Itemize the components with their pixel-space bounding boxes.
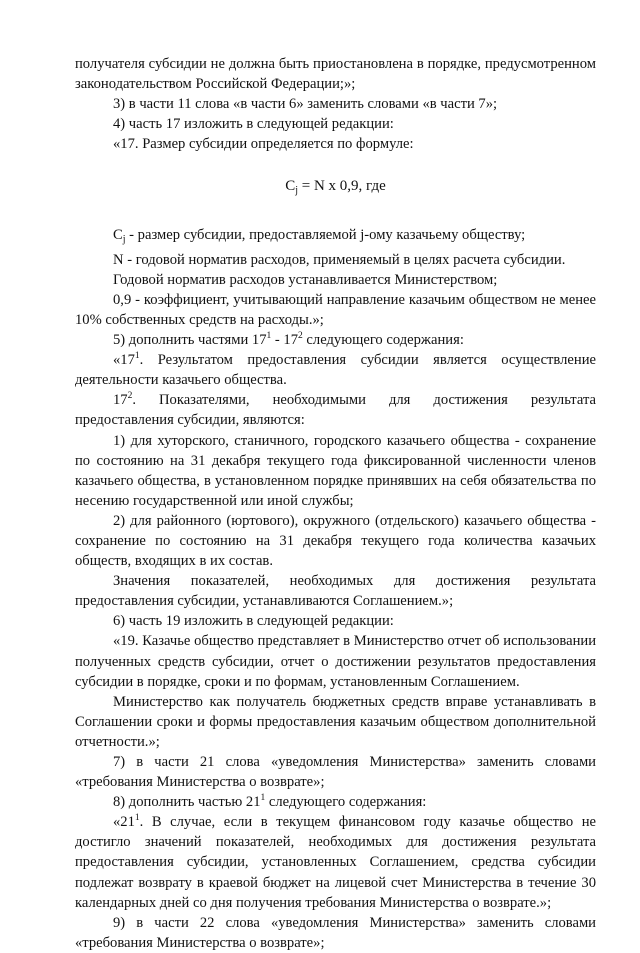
formula-subscript: j bbox=[295, 185, 299, 197]
paragraph: получателя субсидии не должна быть приостановлена в порядке, предусмотренном законодательством Российской Федерации;»; bbox=[75, 56, 596, 93]
superscript: 2 bbox=[298, 331, 303, 342]
paragraph-text: . Показателями, необходимыми для достижения результата предоставления субсидии, являются: bbox=[75, 392, 596, 429]
paragraph-text: - размер субсидии, предоставляемой j-ому казачьему обществу; bbox=[125, 226, 526, 243]
superscript: 1 bbox=[134, 351, 140, 362]
paragraph-text: следующего содержания: bbox=[265, 794, 427, 811]
superscript: 1 bbox=[134, 813, 140, 824]
paragraph bbox=[75, 225, 596, 250]
paragraph: 6) часть 19 изложить в следующей редакции: bbox=[113, 613, 394, 630]
paragraph-text: . В случае, если в текущем финансовом году казачье общество не достигло значений показателей, необходимых для достижения результата предоставления субсидии, установленных Соглашением, средства субсидии подлежат возврату в краевой бюджет на лицевой счет Министерства в течение 30 календарных дней со дня получения требования Министерства о возврате.»; bbox=[75, 814, 596, 911]
paragraph: Годовой норматив расходов устанавливается Министерством; bbox=[113, 271, 498, 288]
paragraph-text: «17 bbox=[113, 352, 135, 369]
paragraph: Значения показателей, необходимых для достижения результата предоставления субсидии, устанавливаются Соглашением.»; bbox=[75, 573, 596, 610]
paragraph bbox=[75, 792, 596, 812]
paragraph: 1) для хуторского, станичного, городского казачьего общества - сохранение по состоянию на 31 декабря текущего года фиксированной численности членов казачьего общества, в установленном порядке принявших на себя обязательства по несению государственной или иной службы; bbox=[75, 432, 596, 509]
paragraph: 0,9 - коэффициент, учитывающий направление казачьим обществом не менее 10% собственных средств на расходы.»; bbox=[75, 291, 596, 328]
paragraph: «17. Размер субсидии определяется по формуле: bbox=[113, 136, 414, 153]
paragraph: Министерство как получатель бюджетных средств вправе устанавливать в Соглашении сроки и формы предоставления казачьим обществом дополнительной отчетности.»; bbox=[75, 693, 596, 750]
paragraph bbox=[75, 390, 596, 430]
formula-symbol: C bbox=[285, 178, 296, 195]
paragraph bbox=[75, 812, 596, 912]
formula-subscript: j bbox=[122, 233, 126, 245]
paragraph: N - годовой норматив расходов, применяемый в целях расчета субсидии. bbox=[113, 251, 566, 268]
superscript: 1 bbox=[260, 793, 266, 804]
document-page bbox=[75, 54, 596, 953]
paragraph: 4) часть 17 изложить в следующей редакции: bbox=[113, 116, 394, 133]
paragraph-text: «21 bbox=[113, 814, 135, 831]
paragraph: 7) в части 21 слова «уведомления Министерства» заменить словами «требования Министерства о возврате»; bbox=[75, 754, 596, 791]
superscript: 1 bbox=[266, 331, 272, 342]
paragraph-text: 5) дополнить частями 17 bbox=[113, 332, 267, 349]
paragraph: 2) для районного (юртового), окружного (отдельского) казачьего общества - сохранение по состоянию на 31 декабря текущего года количества казачьих обществ, входящих в их состав. bbox=[75, 512, 596, 570]
paragraph-text: . Результатом предоставления субсидии является осуществление деятельности казачьего общества. bbox=[75, 352, 596, 389]
formula-symbol: C bbox=[113, 226, 123, 243]
formula bbox=[75, 176, 596, 201]
superscript: 2 bbox=[127, 391, 133, 402]
paragraph-text: следующего содержания: bbox=[302, 332, 464, 349]
paragraph-text: - 17 bbox=[271, 332, 299, 349]
paragraph-text: 8) дополнить частью 21 bbox=[113, 794, 261, 811]
paragraph: 3) в части 11 слова «в части 6» заменить словами «в части 7»; bbox=[113, 96, 498, 113]
formula-expression: = N x 0,9, где bbox=[298, 178, 386, 195]
paragraph: 9) в части 22 слова «уведомления Министерства» заменить словами «требования Министерства о возврате»; bbox=[75, 914, 596, 951]
paragraph bbox=[75, 330, 596, 350]
paragraph: «19. Казачье общество представляет в Министерство отчет об использовании полученных средств субсидии, отчет о достижении результатов предоставления субсидии в порядке, сроки и по формам, установленным Соглашением. bbox=[75, 633, 596, 690]
paragraph bbox=[75, 350, 596, 390]
paragraph-text: 17 bbox=[113, 392, 128, 409]
